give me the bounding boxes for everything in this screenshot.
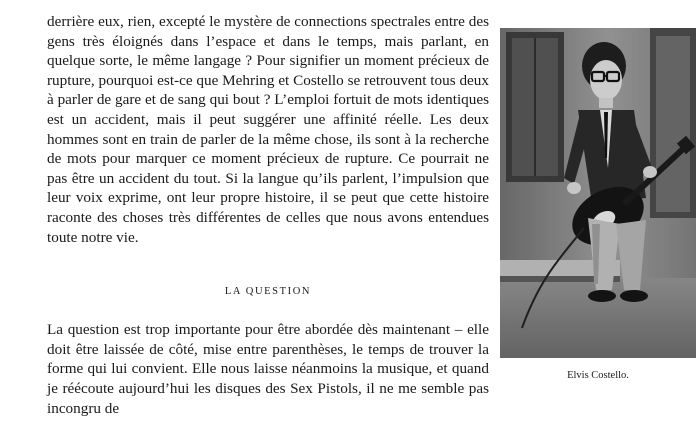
text-column <box>47 12 489 418</box>
photo-caption: Elvis Costello. <box>567 370 629 381</box>
elvis-costello-photo <box>500 28 696 358</box>
body-paragraph: derrière eux, rien, excepté le mystère de connections spectrales entre des gens très éloignés dans l’espace et dans le temps, mais parlant, en quelque sorte, le même langage ? Pour signifier un moment précieux de rupture, pourquoi est-ce que Mehring et Costello se retrouvent tous deux à parler de gare et de sang qui bout ? L’emploi fortuit de mots identiques est un accident, mais il peut suggérer une affinité réelle. Les deux hommes sont en train de parler de la même chose, ils sont à la recherche de mots pour marquer ce moment précieux de rupture. Ce pourrait ne pas être un accident du tout. Si la langue qu’ils parlent, l’impulsion que leur voix exprime, ont leur propre histoire, il se peut que cette histoire raconte des choses très différentes de celles que nous avons entendues toute notre vie. <box>47 13 489 246</box>
section-heading: LA QUESTION <box>224 286 312 298</box>
photo-figure <box>500 28 696 382</box>
body-paragraph: La question est trop importante pour être abordée dès maintenant – elle doit être laissée de côté, mise entre parenthèses, le temps de trouver la forme qui lui convient. Elle nous laisse néanmoins la musique, et quand je réécoute aujourd’hui les disques des Sex Pistols, il ne me semble pas incongru de <box>47 321 489 417</box>
